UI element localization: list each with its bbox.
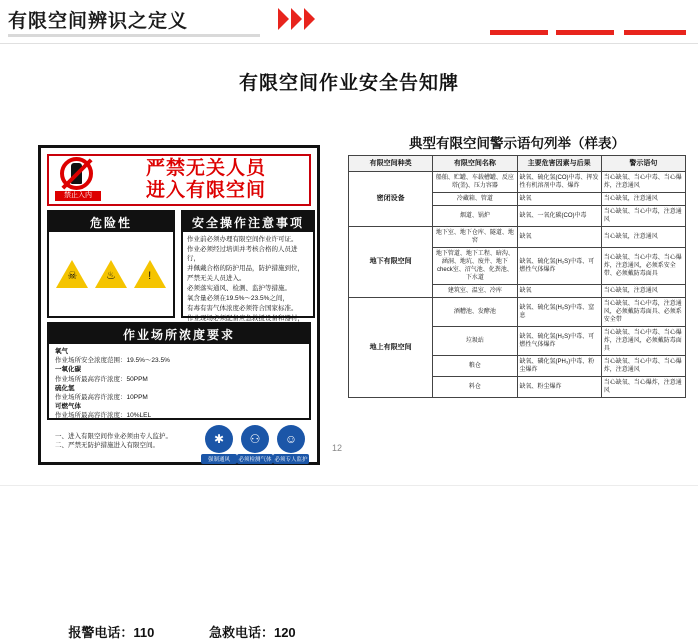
- footer-divider: [0, 485, 698, 486]
- cell-name: 酒糟池、发酵池: [433, 298, 517, 327]
- table-row: [349, 298, 686, 327]
- column-header-warning: 警示语句: [601, 156, 685, 172]
- danger-panel: [47, 210, 175, 318]
- header-divider: [0, 43, 698, 44]
- concentration-list: [49, 344, 309, 424]
- cell-category: 地下有限空间: [349, 227, 433, 298]
- safety-sign: [38, 145, 320, 640]
- cell-hazard: 缺氧、硫化氢(CO)中毒、挥发性有机溶剂中毒、爆炸: [517, 172, 601, 193]
- emergency-phone-row: [41, 622, 323, 641]
- safety-item: 有毒有害气体浓度必须符合国家标准。: [187, 305, 298, 312]
- cell-hazard: 缺氧、粉尘爆炸: [517, 377, 601, 398]
- ppe-label: 必须检测气体: [237, 454, 273, 464]
- cell-warning: 当心缺氧，注意通风: [601, 193, 685, 206]
- slide-title: 有限空间作业安全告知牌: [238, 73, 459, 94]
- accent-bar: [490, 30, 548, 35]
- cell-warning: 当心缺氧，注意通风: [601, 285, 685, 298]
- chevron-right-icon: [291, 8, 302, 30]
- ppe-note-line: 二、严禁无防护措施进入有限空间。: [55, 442, 159, 449]
- sign-banner-line2: 进入有限空间: [145, 180, 266, 201]
- cell-warning: 当心缺氧、当心中毒，注意通风: [601, 206, 685, 227]
- concentration-panel-header: 作业场所浓度要求: [49, 324, 309, 344]
- safety-panel: [181, 210, 315, 322]
- slide-header: [0, 0, 698, 44]
- table-row: [349, 172, 686, 193]
- warning-phrase-table: [348, 155, 686, 398]
- column-header-category: 有限空间种类: [349, 156, 433, 172]
- safety-item: 严禁无关人员进入。: [187, 275, 246, 282]
- warning-toxic-icon: ☠: [56, 260, 88, 288]
- column-header-hazard: 主要危害因素与后果: [517, 156, 601, 172]
- cell-name: 地下管道、地下工程、暗沟、涵洞、地坑、废井、地下check室、沼气池、化粪池、下水道: [433, 248, 517, 285]
- cell-name: 垃圾站: [433, 327, 517, 356]
- cell-category: 地上有限空间: [349, 298, 433, 398]
- column-header-name: 有限空间名称: [433, 156, 517, 172]
- ppe-note-line: 一、进入有限空间作业必须由专人监护。: [55, 433, 172, 440]
- ppe-row: [49, 424, 309, 463]
- concentration-name: 氧气: [55, 348, 68, 355]
- cell-hazard: 缺氧、硫化氢(H₂S)中毒、窒息: [517, 298, 601, 327]
- sign-panels: [47, 210, 311, 322]
- cell-warning: 当心缺氧、当心中毒，注意通风，必须戴防毒面具、必须系安全带: [601, 298, 685, 327]
- chevron-right-icon: [304, 8, 315, 30]
- police-phone: 报警电话：110: [68, 625, 155, 640]
- cell-name: 建筑室、温室、冷库: [433, 285, 517, 298]
- supervisor-icon: ☺ 必须专人监护: [273, 425, 309, 457]
- cell-warning: 当心缺氧、当心中毒、当心爆炸，注意通风，必须系安全带、必须戴防毒面具: [601, 248, 685, 285]
- cell-name: 烟道、锅炉: [433, 206, 517, 227]
- safety-panel-header: 安全操作注意事项: [183, 212, 313, 232]
- cell-category: 密闭设备: [349, 172, 433, 227]
- cell-warning: 当心缺氧、当心中毒、当心爆炸，注意通风: [601, 356, 685, 377]
- sign-banner: [47, 154, 311, 206]
- table-header-row: [349, 156, 686, 172]
- page-title-header: 有限空间辨识之定义: [8, 11, 189, 32]
- safety-item: 必须落实通风、检测、监护等措施。: [187, 285, 291, 292]
- no-entry-caption: 禁止入内: [55, 191, 101, 201]
- cell-hazard: 缺氧: [517, 193, 601, 206]
- danger-panel-header: 危险性: [49, 212, 173, 232]
- ppe-label: 强制通风: [201, 454, 237, 464]
- concentration-limit: 作业场所最高容许浓度：50PPM: [55, 375, 148, 383]
- warning-flammable-icon: ♨: [95, 260, 127, 288]
- cell-warning: 当心缺氧，注意通风: [601, 227, 685, 248]
- concentration-name: 可燃气体: [55, 403, 81, 411]
- cell-hazard: 缺氧、磷化氢(PH₃)中毒、粉尘爆炸: [517, 356, 601, 377]
- ventilation-icon: ✱ 强制通风: [201, 425, 237, 457]
- concentration-limit: 作业场所安全浓度范围：19.5%～23.5%: [55, 357, 170, 365]
- safety-item: 作业现场必须配备应急救援设备和器材，: [187, 315, 304, 322]
- hazard-icon-row: [49, 232, 173, 316]
- sign-banner-text: [103, 158, 309, 202]
- cell-hazard: 缺氧: [517, 227, 601, 248]
- concentration-name: 硫化氢: [55, 384, 75, 392]
- safety-item: 作业必须经过培训并考核合格的人员进行，: [187, 246, 298, 262]
- cell-warning: 当心缺氧、当心中毒、当心爆炸，注意通风: [601, 172, 685, 193]
- table-row: [349, 227, 686, 248]
- cell-hazard: 缺氧、硫化氢(H₂S)中毒、可燃性气体爆炸: [517, 248, 601, 285]
- concentration-name: 一氧化碳: [55, 366, 81, 374]
- ambulance-phone: 急救电话：120: [208, 625, 296, 640]
- safety-item: 氧含量必须在19.5%～23.5%之间，: [187, 295, 289, 302]
- safety-item: 作业前必须办理有限空间作业许可证。: [187, 236, 298, 243]
- table-title: 典型有限空间警示语句列举（样表）: [409, 136, 625, 151]
- cell-hazard: 缺氧、一氧化碳(CO)中毒: [517, 206, 601, 227]
- ppe-note: [49, 432, 201, 450]
- cell-name: 粮仓: [433, 356, 517, 377]
- header-underline: [8, 34, 260, 37]
- cell-hazard: 缺氧、硫化氢(H₂S)中毒、可燃性气体爆炸: [517, 327, 601, 356]
- ppe-label: 必须专人监护: [273, 454, 309, 464]
- accent-bar: [556, 30, 614, 35]
- safety-item: 并佩戴合格的防护用品，防护措施到位，: [187, 265, 304, 272]
- cell-name: 冷藏箱、管道: [433, 193, 517, 206]
- concentration-limit: 作业场所最高容许浓度：10PPM: [55, 394, 148, 402]
- cell-name: 船舶、贮罐、车载槽罐、反应塔(釜)、压力容器: [433, 172, 517, 193]
- chevron-group-icon: [278, 8, 334, 32]
- gas-detector-icon: ⚇ 必须检测气体: [237, 425, 273, 457]
- cell-warning: 当心缺氧、当心爆炸，注意通风: [601, 377, 685, 398]
- cell-warning: 当心缺氧、当心中毒、当心爆炸，注意通风，必须戴防毒面具: [601, 327, 685, 356]
- warning-asphyxia-icon: !: [134, 260, 166, 288]
- header-accent-bars: [490, 30, 690, 36]
- concentration-limit: 作业场所最高容许浓度：10%LEL: [55, 412, 152, 420]
- cell-name: 地下室、地下仓库、隧道、地窖: [433, 227, 517, 248]
- cell-hazard: 缺氧: [517, 285, 601, 298]
- cell-name: 料仓: [433, 377, 517, 398]
- chevron-right-icon: [278, 8, 289, 30]
- accent-bar: [624, 30, 686, 35]
- concentration-panel: [47, 322, 311, 420]
- page-number: 12: [332, 443, 343, 453]
- no-entry-icon: [51, 156, 103, 204]
- sign-banner-line1: 严禁无关人员: [145, 158, 266, 179]
